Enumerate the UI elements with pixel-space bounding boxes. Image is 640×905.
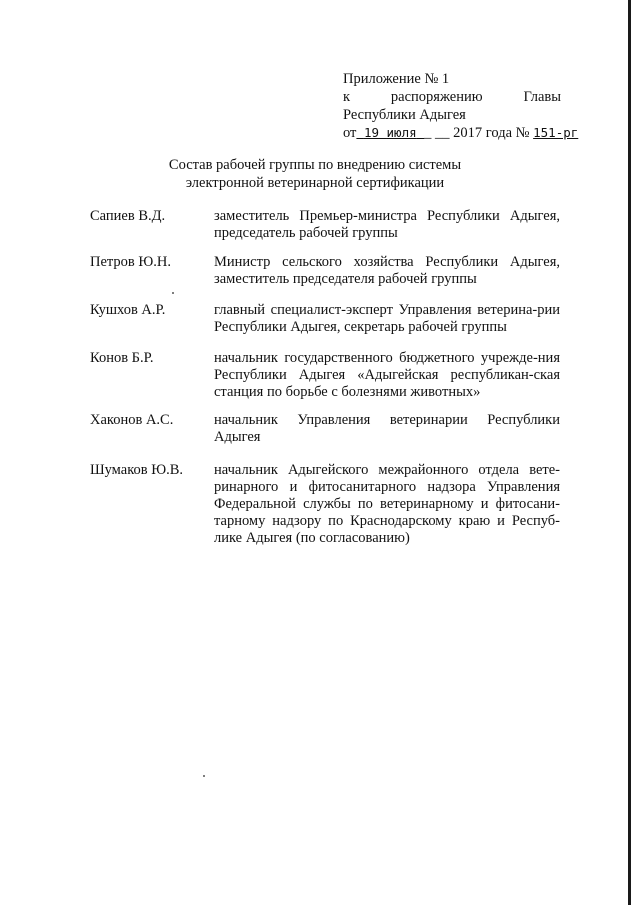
doc-number: 151-рг — [533, 125, 579, 140]
appendix-ref-to: к — [343, 89, 351, 105]
member-row — [90, 350, 560, 401]
member-role: главный специалист-эксперт Управления ветерина-рии Республики Адыгея, секретарь рабочей группы — [214, 302, 560, 335]
member-name: Кушхов А.Р. — [90, 302, 166, 318]
member-role: Министр сельского хозяйства Республики Адыгея, заместитель председателя рабочей группы — [214, 254, 560, 287]
appendix-ref-line — [343, 88, 561, 106]
date-year: 2017 года № — [453, 125, 530, 141]
scan-edge-line — [628, 0, 631, 905]
scan-speck — [172, 292, 174, 294]
member-row — [90, 208, 560, 242]
title-line-1: Состав рабочей группы по внедрению системы — [168, 157, 462, 173]
member-row — [90, 302, 560, 336]
member-name: Петров Ю.Н. — [90, 254, 172, 270]
member-name: Конов Б.Р. — [90, 350, 154, 366]
member-name: Сапиев В.Д. — [90, 208, 166, 224]
appendix-title: Приложение № 1 — [343, 71, 450, 87]
appendix-header — [343, 70, 579, 142]
scan-speck — [203, 775, 205, 777]
member-name: Хаконов А.С. — [90, 412, 174, 428]
member-row — [90, 412, 560, 446]
member-row — [90, 462, 560, 547]
member-row — [90, 254, 560, 288]
member-role: начальник Управления ветеринарии Республики Адыгея — [214, 412, 560, 445]
appendix-date-line: от 19 июля _ __ 2017 года № 151-рг — [343, 125, 579, 141]
member-role: начальник государственного бюджетного учрежде-ния Республики Адыгея «Адыгейская республикан-ская станция по борьбе с болезнями животных» — [214, 350, 560, 400]
appendix-ref-order: распоряжению — [390, 89, 483, 105]
document-title — [90, 156, 540, 192]
date-month: июля — [386, 125, 417, 140]
member-name: Шумаков Ю.В. — [90, 462, 184, 478]
member-role: начальник Адыгейского межрайонного отдела вете-ринарного и фитосанитарного надзора Управления Федеральной службы по ветеринарному и фитосани-тарному надзору по Краснодарскому краю и Респуб-лике Адыгея (по согласованию) — [214, 462, 560, 546]
appendix-republic: Республики Адыгея — [343, 107, 466, 123]
title-line-2: электронной ветеринарной сертификации — [185, 175, 445, 191]
date-prefix: от — [343, 125, 357, 141]
date-day: 19 — [363, 125, 379, 140]
appendix-ref-head: Главы — [523, 89, 561, 105]
member-role: заместитель Премьер-министра Республики Адыгея, председатель рабочей группы — [214, 208, 560, 241]
